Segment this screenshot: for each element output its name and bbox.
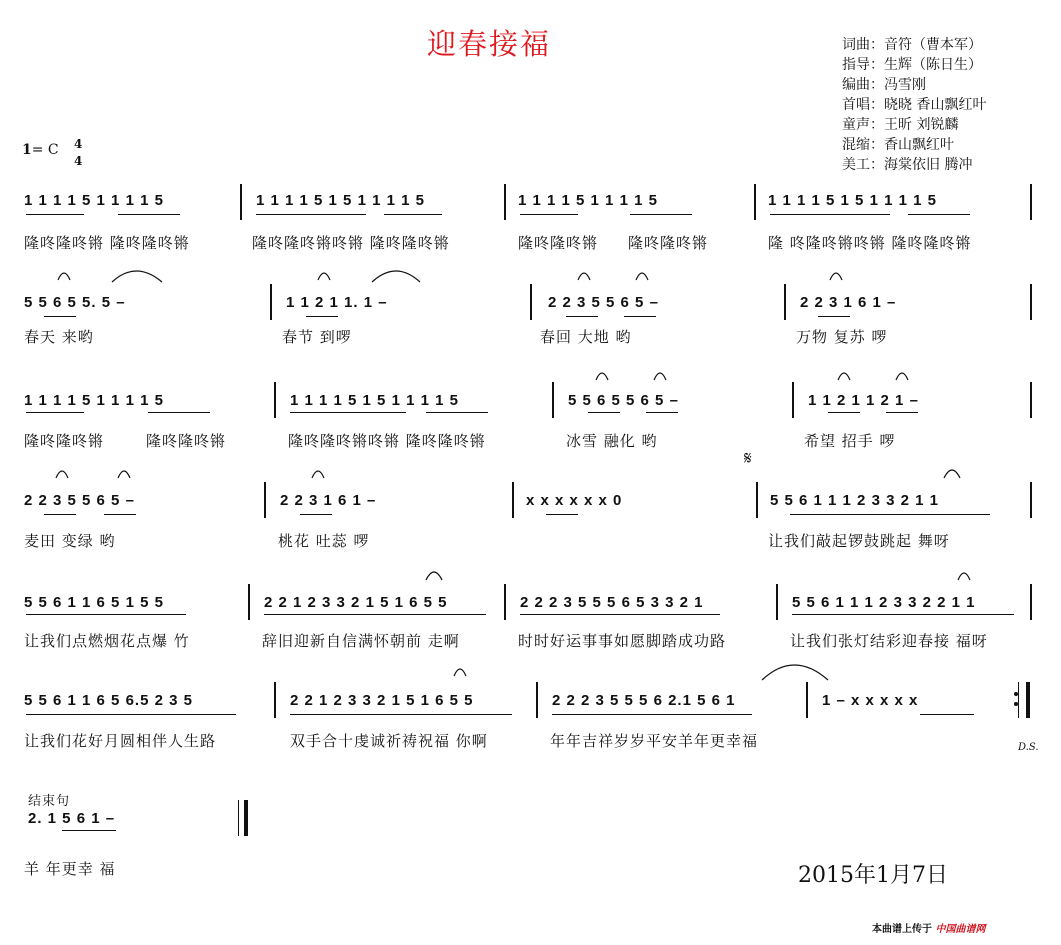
- row3-lyric: 隆咚隆咚锵: [24, 432, 105, 450]
- row2-lyric: 春节 到啰: [282, 328, 352, 346]
- row3-measure2-notes: 1 1 1 1 5 1 5 1 1 1 1 5: [290, 392, 459, 409]
- row6-lyric: 双手合十虔诚祈祷祝福 你啊: [290, 732, 488, 750]
- row6-measure2-notes: 2 2 1 2 3 3 2 1 5 1 6 5 5: [290, 692, 474, 709]
- row5-lyric: 时时好运事事如愿脚踏成功路: [518, 632, 727, 650]
- row1-measure3-notes: 1 1 1 1 5 1 1 1 1 5: [518, 192, 658, 209]
- row1-lyric: 隆咚隆咚锵: [518, 234, 599, 252]
- upload-prefix: 本曲谱上传于: [872, 924, 932, 935]
- row1-measure2-notes: 1 1 1 1 5 1 5 1 1 1 1 5: [256, 192, 425, 209]
- row6-lyric: 年年吉祥岁岁平安羊年更幸福: [550, 732, 759, 750]
- row1-lyric: 隆咚隆咚锵 隆咚隆咚锵: [24, 234, 190, 252]
- row6-measure3-notes: 2 2 2 3 5 5 5 6 2.1 5 6 1: [552, 692, 736, 709]
- row3-lyric: 希望 招手 啰: [804, 432, 896, 450]
- row5-lyric: 让我们点燃烟花点爆 竹: [24, 632, 190, 650]
- row3-lyric: 隆咚隆咚锵咚锵 隆咚隆咚锵: [288, 432, 486, 450]
- row2-lyric: 春回 大地 哟: [540, 328, 632, 346]
- credit-first-singer: 首唱：晓晓 香山飘红叶: [842, 97, 987, 113]
- credit-arrangement: 编曲：冯雪刚: [842, 77, 926, 93]
- row5-lyric: 辞旧迎新自信满怀朝前 走啊: [262, 632, 460, 650]
- row5-measure2-notes: 2 2 1 2 3 3 2 1 5 1 6 5 5: [264, 594, 448, 611]
- ending-notes: 2. 1 5 6 1 –: [28, 810, 116, 827]
- ending-label: 结束句: [28, 794, 71, 809]
- score-title: 迎春接福: [427, 27, 552, 61]
- row4-measure3-notes: x x x x x x 0: [526, 492, 623, 509]
- row1-lyric: 隆 咚隆咚锵咚锵 隆咚隆咚锵: [768, 234, 972, 252]
- time-signature-bottom: 4: [74, 154, 83, 168]
- row3-lyric: 冰雪 融化 哟: [566, 432, 658, 450]
- credit-guidance: 指导：生辉（陈日生）: [842, 57, 982, 73]
- row3-measure4-notes: 1 1 2 1 1 2 1 –: [808, 392, 919, 409]
- row5-measure1-notes: 5 5 6 1 1 6 5 1 5 5: [24, 594, 164, 611]
- upload-notice: [872, 920, 985, 935]
- row3-measure1-notes: 1 1 1 1 5 1 1 1 1 5: [24, 392, 164, 409]
- row4-measure1-notes: 2 2 3 5 5 6 5 –: [24, 492, 135, 509]
- site-logo: 中国曲谱网: [935, 924, 986, 935]
- credit-children-voice: 童声：王昕 刘锐麟: [842, 117, 959, 133]
- credit-mixing: 混缩：香山飘红叶: [842, 137, 954, 153]
- row2-measure4-notes: 2 2 3 1 6 1 –: [800, 294, 897, 311]
- row5-measure4-notes: 5 5 6 1 1 1 2 3 3 2 2 1 1: [792, 594, 976, 611]
- credit-lyrics-music: 词曲：音符（曹本军）: [842, 37, 982, 53]
- segno-sign: 𝄋: [744, 448, 752, 469]
- row6-measure1-notes: 5 5 6 1 1 6 5 6.5 2 3 5: [24, 692, 193, 709]
- row1-measure4-notes: 1 1 1 1 5 1 5 1 1 1 1 5: [768, 192, 937, 209]
- row6-lyric: 让我们花好月圆相伴人生路: [24, 732, 217, 750]
- row4-lyric: 麦田 变绿 哟: [24, 532, 116, 550]
- dal-segno-mark: D.S.: [1018, 742, 1039, 753]
- row3-lyric: 隆咚隆咚锵: [146, 432, 227, 450]
- credit-artwork: 美工：海棠依旧 腾冲: [842, 157, 973, 173]
- row5-measure3-notes: 2 2 2 3 5 5 5 6 5 3 3 2 1: [520, 594, 704, 611]
- row2-lyric: 万物 复苏 啰: [796, 328, 888, 346]
- row6-measure4-notes: 1 – x x x x x: [822, 692, 919, 709]
- row4-lyric: 让我们敲起锣鼓跳起 舞呀: [768, 532, 950, 550]
- row4-measure2-notes: 2 2 3 1 6 1 –: [280, 492, 377, 509]
- row3-measure3-notes: 5 5 6 5 5 6 5 –: [568, 392, 679, 409]
- row4-lyric: 桃花 吐蕊 啰: [278, 532, 370, 550]
- row1-lyric: 隆咚隆咚锵: [628, 234, 709, 252]
- row5-lyric: 让我们张灯结彩迎春接 福呀: [790, 632, 988, 650]
- row2-lyric: 春天 来哟: [24, 328, 94, 346]
- row1-lyric: 隆咚隆咚锵咚锵 隆咚隆咚锵: [252, 234, 450, 252]
- ending-lyric: 羊 年更幸 福: [24, 860, 116, 878]
- row1-measure1-notes: 1 1 1 1 5 1 1 1 1 5: [24, 192, 164, 209]
- row2-measure2-notes: 1 1 2 1 1. 1 –: [286, 294, 388, 311]
- row2-measure1-notes: 5 5 6 5 5. 5 –: [24, 294, 126, 311]
- row4-measure4-notes: 5 5 6 1 1 1 2 3 3 2 1 1: [770, 492, 939, 509]
- time-signature-top: 4: [74, 137, 83, 151]
- row2-measure3-notes: 2 2 3 5 5 6 5 –: [548, 294, 659, 311]
- date-text: 2015年1月7日: [798, 863, 948, 888]
- key-signature: 1= C: [22, 142, 59, 158]
